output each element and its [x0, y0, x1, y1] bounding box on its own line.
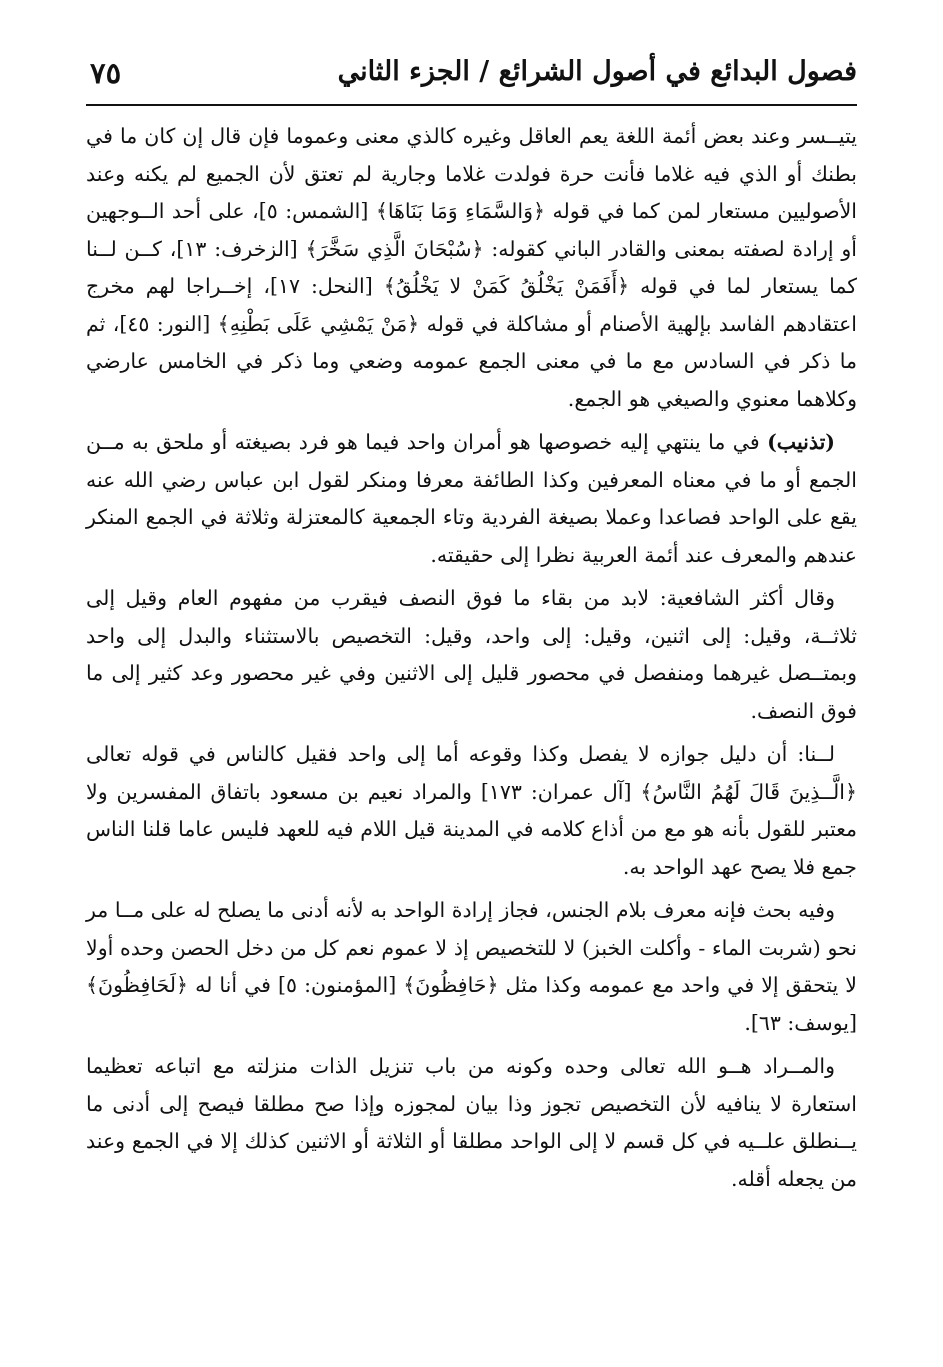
paragraph-3 [86, 580, 857, 730]
paragraph-6 [86, 1048, 857, 1198]
paragraph-1-text: يتيــسر وعند بعض أئمة اللغة يعم العاقل وغيره كالذي معنى وعموما فإن قال إن كان ما في بطنك أو الذي فيه غلاما فأنت حرة فولدت غلاما وجارية لم تعتق لأن الجميع لم يكنه وعند الأصوليين مستعار لمن كما في قوله ﴿وَالسَّمَاءِ وَمَا بَنَاهَا﴾ [الشمس: ٥]، على أحد الــوجهين أو إرادة لصفته بمعنى والقادر الباني كقوله: ﴿سُبْحَانَ الَّذِي سَخَّرَ﴾ [الزخرف: ١٣]، كــن لــنا كما يستعار لما في قوله ﴿أَفَمَنْ يَخْلُقُ كَمَنْ لا يَخْلُقُ﴾ [النحل: ١٧]، إخــراجا لهم مخرج اعتقادهم الفاسد بإلهية الأصنام أو مشاكلة في قوله ﴿مَنْ يَمْشِي عَلَى بَطْنِهِ﴾ [النور: ٤٥]، ثم ما ذكر في السادس مع ما في معنى الجمع عمومه وضعي وما ذكر في الخامس عارضي وكلاهما معنوي والصيغي هو الجمع. [86, 124, 857, 411]
paragraph-2-text: في ما ينتهي إليه خصوصها هو أمران واحد فيما هو فرد بصيغته أو ملحق به مــن الجمع أو ما في معناه المعرفين وكذا الطائفة معرفا ومنكر لقول ابن عباس رضي الله عنه يقع على الواحد فصاعدا وعملا بصيغة الفردية وتاء الجمعية كالمعتزلة وثلاثة في الجمع المنكر عندهم والمعرف عند أئمة العربية نظرا إلى حقيقته. [86, 430, 857, 567]
paragraph-4-text: لــنا: أن دليل جوازه لا يفصل وكذا وقوعه أما إلى واحد فقيل كالناس في قوله تعالى ﴿الَّــذِينَ قَالَ لَهُمُ النَّاسُ﴾ [آل عمران: ١٧٣] والمراد نعيم بن مسعود باتفاق المفسرين ولا معتبر للقول بأنه هو مع من أذاع كلامه في المدينة قيل اللام فيه للعهد فليس عاما قلنا الناس جمع فلا يصح عهد الواحد به. [86, 742, 857, 879]
paragraph-2 [86, 424, 857, 574]
body-text [86, 118, 857, 1204]
paragraph-4 [86, 736, 857, 886]
paragraph-6-text: والمــراد هــو الله تعالى وحده وكونه من باب تنزيل الذات منزلته مع اتباعه تعظيما استعارة لا ينافيه لأن التخصيص تجوز وذا بيان لمجوزه وإذا صح مطلقا فيصح إلى أدنى ما يــنطلق علــيه في كل قسم لا إلى الواحد مطلقا أو الثلاثة أو الاثنين كذلك إلا في الجمع وعند من يجعله أقله. [86, 1054, 857, 1191]
running-head-title: فصول البدائع في أصول الشرائع / الجزء الثاني [337, 56, 857, 87]
paragraph-1 [86, 118, 857, 418]
paragraph-5-text: وفيه بحث فإنه معرف بلام الجنس، فجاز إرادة الواحد به لأنه أدنى ما يصلح له على مــا مر نحو (شربت الماء - وأكلت الخبز) لا للتخصيص إذ لا عموم نعم كل من دخل الحصن وحده أولا لا يتحقق إلا في واحد مع عمومه وكذا مثل ﴿حَافِظُونَ﴾ [المؤمنون: ٥] في أنا له ﴿لَحَافِظُونَ﴾ [يوسف: ٦٣]. [86, 898, 857, 1035]
paragraph-3-text: وقال أكثر الشافعية: لابد من بقاء ما فوق النصف فيقرب من مفهوم العام وقيل إلى ثلاثــة، وقيل: إلى اثنين، وقيل: إلى واحد، وقيل: التخصيص بالاستثناء والبدل إلى واحد وبمتــصل غيرهما ومنفصل في محصور قليل إلى الاثنين وفي غير محصور وعد كثير إلى ما فوق النصف. [86, 586, 857, 723]
paragraph-5 [86, 892, 857, 1042]
page-number: ٧٥ [90, 56, 122, 90]
paragraph-2-lead: (تذنيب) [767, 430, 835, 454]
page-header [86, 52, 857, 106]
